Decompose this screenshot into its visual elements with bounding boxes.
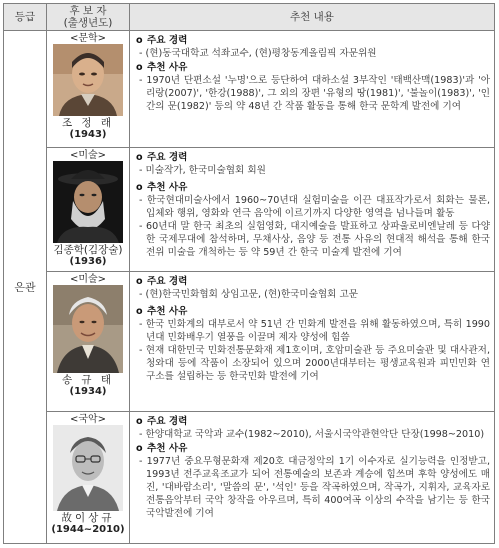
reason-item-text: 현재 대한민국 민화전통문화재 제1호이며, 호암미술관 등 주요미술관 및 대사관저, 청와대 등에 작품이 소장되어 있으며 2000년대부터는 평생교육원과 피민민화 연구소를 설립하는 등 한국민화 발전에 기여 [145,345,490,382]
header-candidate-line2: (출생년도) [63,17,113,29]
reason-item: - 한국 민화계의 대부로서 약 51년 간 민화계 발전을 위해 활동하였으며, 특히 1990년대 민화배우기 열풍을 이끌며 제자 양성에 힘씀 [139,319,491,343]
candidate-cell [47,148,130,272]
table-row [4,31,495,148]
section-marker: o [136,443,143,454]
header-content: 추천 내용 [130,4,495,31]
candidate-name: 김종학(김장술) [53,244,123,256]
reason-heading [136,181,490,194]
section-marker: o [136,306,143,317]
reason-item: - 한국현대미술사에서 1960~70년대 실험미술을 이끈 대표작가로서 회화는 물론, 입체와 행위, 영화와 연극 음악에 이르기까지 다양한 영역을 넘나들며 활동 [139,195,490,219]
section-marker: o [136,35,143,46]
reason-item: - 1970년 단편소설 '누명'으로 등단하여 대하소설 3부작인 '태백산맥(1983)'과 '아리랑(2007)', '한강(1988)', 그 외의 장편 '유형의 땅(1981)', '불놀이(1983)', '인간의 문(1982)' 등의 약 48년 간 작품 활동을 통해 한국 문학계 발전에 기여 [139,75,490,112]
section-marker: o [136,416,143,427]
career-item-text: 미술작가, 한국미술협회 회원 [145,165,266,176]
section-marker: o [136,276,143,287]
reason-heading [136,442,490,455]
recommendation-cell [130,31,495,148]
candidate-year: (1934) [69,386,107,397]
grade-cell: 은관 [4,31,47,544]
reason-heading-label: 추천 사유 [147,306,188,317]
award-table-container [3,3,494,543]
reason-item-text: 60년대 말 한국 최초의 실험영화, 대지예술을 발표하고 상파울로비엔날레 등 다양한 국제무대에 참석하며, 무채사상, 음양 등 전통 사유의 현대적 해석을 통해 한국전위 미술을 개척하는 등 약 59년 간 한국 미술계 발전에 기여 [146,221,491,258]
recommendation-cell [130,412,495,544]
reason-item: - 60년대 말 한국 최초의 실험영화, 대지예술을 발표하고 상파울로비엔날레 등 다양한 국제무대에 참석하며, 무채사상, 음양 등 전통 사유의 현대적 해석을 통해 한국전위 미술을 개척하는 등 약 59년 간 한국 미술계 발전에 기여 [139,221,491,258]
portrait-photo-2-icon [53,161,123,243]
career-item-text: (현)한국민화협회 상임고문, (현)한국미술협회 고문 [145,289,359,300]
career-heading [136,151,490,164]
award-table [3,3,495,544]
reason-heading-label: 추천 사유 [147,62,188,73]
table-row [4,148,495,272]
header-candidate [47,4,130,31]
reason-item-text: 1977년 중요무형문화재 제20호 대금정악의 1기 이수자로 실기능력을 인정받고, 1993년 전주교육조교가 되어 전통예술의 보존과 계승에 힘쓰며 후학 양성에도 매진, '대바람소리', '말씀의 문', '석인' 등을 작곡하였으며, 작곡가, 지휘자, 교육자로 전통음악부터 국악 창작을 아우르며, 특히 400여곡 이상의 수작을 남기는 등 한국 국악발전에 기여 [146,456,490,519]
career-item: - 한양대학교 국악과 교수(1982~2010), 서울시국악관현악단 단장(1998~2010) [139,429,485,440]
career-item: - 미술작가, 한국미술협회 회원 [139,165,266,176]
candidate-field: <미술> [69,150,107,161]
recommendation-cell [130,148,495,272]
career-heading [136,415,490,428]
header-grade: 등급 [4,4,47,31]
section-marker: o [136,62,143,73]
career-heading-label: 주요 경력 [147,276,188,287]
career-item: - (현)한국민화협회 상임고문, (현)한국미술협회 고문 [139,289,359,300]
reason-item: - 현재 대한민국 민화전통문화재 제1호이며, 호암미술관 등 주요미술관 및 대사관저, 청와대 등에 작품이 소장되어 있으며 2000년대부터는 평생교육원과 피민민화 연구소를 설립하는 등 한국민화 발전에 기여 [139,345,490,382]
career-item-text: 한양대학교 국악과 교수(1982~2010), 서울시국악관현악단 단장(1998~2010) [145,429,485,440]
reason-item-text: 한국 민화계의 대부로서 약 51년 간 민화계 발전을 위해 활동하였으며, 특히 1990년대 민화배우기 열풍을 이끌며 제자 양성에 힘씀 [145,319,491,343]
candidate-cell [47,272,130,412]
reason-item: - 1977년 중요무형문화재 제20호 대금정악의 1기 이수자로 실기능력을 인정받고, 1993년 전주교육조교가 되어 전통예술의 보존과 계승에 힘쓰며 후학 양성에도 매진, '대바람소리', '말씀의 문', '석인' 등을 작곡하였으며, 작곡가, 지휘자, 교육자로 전통음악부터 국악 창작을 아우르며, 특히 400여곡 이상의 수작을 남기는 등 한국 국악발전에 기여 [139,456,490,519]
career-heading [136,34,490,47]
candidate-name: 故이상규 [61,512,115,524]
candidate-year: (1943) [69,129,107,140]
header-row [4,4,495,31]
candidate-year: (1944~2010) [51,524,125,535]
reason-item-text: 1970년 단편소설 '누명'으로 등단하여 대하소설 3부작인 '태백산맥(1983)'과 '아리랑(2007)', '한강(1988)', 그 외의 장편 '유형의 땅(1981)', '불놀이(1983)', '인간의 문(1982)' 등의 약 48년 간 작품 활동을 통해 한국 문학계 발전에 기여 [146,75,490,112]
candidate-photo [53,285,123,373]
section-marker: o [136,182,143,193]
recommendation-cell [130,272,495,412]
candidate-photo [53,425,123,511]
reason-heading [136,305,490,318]
section-marker: o [136,152,143,163]
portrait-photo-3-icon [53,285,123,373]
reason-heading-label: 추천 사유 [147,182,188,193]
candidate-photo [53,161,123,243]
table-row [4,272,495,412]
career-heading-label: 주요 경력 [147,152,188,163]
career-heading [136,275,490,288]
table-row [4,412,495,544]
candidate-year: (1936) [69,256,107,267]
candidate-cell [47,31,130,148]
reason-heading-label: 추천 사유 [147,443,188,454]
career-heading-label: 주요 경력 [147,35,188,46]
career-item: - (현)동국대학교 석좌교수, (현)평창동계올림픽 자문위원 [139,48,377,59]
candidate-name: 조 정 래 [61,117,115,129]
candidate-cell [47,412,130,544]
candidate-photo [53,44,123,116]
candidate-name: 송 규 태 [61,374,115,386]
portrait-photo-1-icon [53,44,123,116]
candidate-field: <국악> [69,414,107,425]
reason-item-text: 한국현대미술사에서 1960~70년대 실험미술을 이끈 대표작가로서 회화는 물론, 입체와 행위, 영화와 연극 음악에 이르기까지 다양한 영역을 넘나들며 활동 [146,195,490,219]
reason-heading [136,61,490,74]
candidate-field: <문학> [69,33,107,44]
career-item-text: (현)동국대학교 석좌교수, (현)평창동계올림픽 자문위원 [145,48,377,59]
portrait-photo-4-icon [53,425,123,511]
career-heading-label: 주요 경력 [147,416,188,427]
candidate-field: <미술> [69,274,107,285]
header-candidate-line1: 후 보 자 [69,5,107,17]
